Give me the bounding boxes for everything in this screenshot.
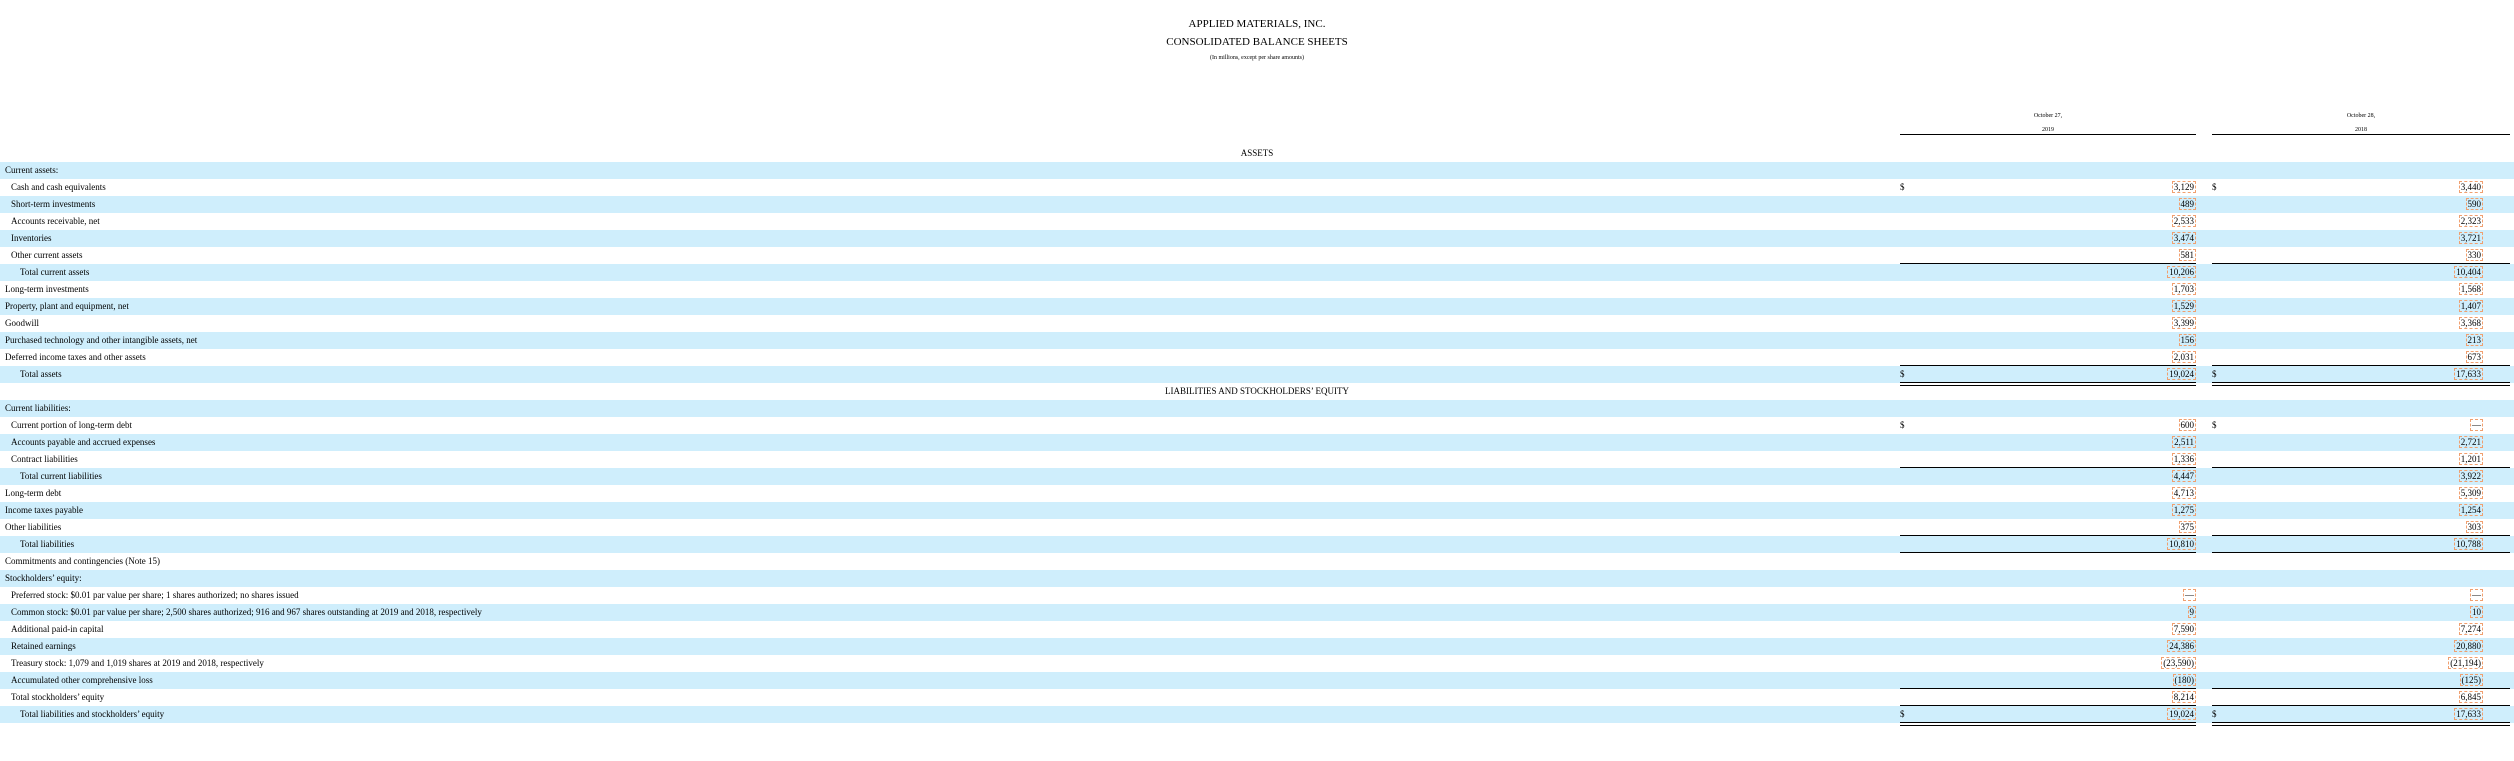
table-row	[0, 451, 2514, 468]
value-2019: 1,275	[2173, 505, 2194, 515]
column-date: October 27,	[2033, 113, 2063, 119]
row-label: Total assets	[20, 369, 62, 379]
table-row	[0, 400, 2514, 417]
table-row	[0, 366, 2514, 383]
table-row	[0, 519, 2514, 536]
value-2018: 1,568	[2460, 284, 2481, 294]
row-label: Current assets:	[5, 165, 59, 175]
row-label: Total current assets	[20, 267, 90, 277]
row-label: Treasury stock: 1,079 and 1,019 shares at 2019 and 2018, respectively	[11, 658, 264, 668]
value-2019: 2,511	[2174, 437, 2194, 447]
table-row	[0, 196, 2514, 213]
value-2018: 303	[2467, 522, 2481, 532]
row-label: Income taxes payable	[5, 505, 83, 515]
column-date: October 28,	[2346, 113, 2376, 119]
currency-symbol: $	[1900, 369, 1905, 379]
value-2018: (125)	[2461, 675, 2481, 685]
value-2019: 7,590	[2173, 624, 2194, 634]
value-2018: 2,721	[2460, 437, 2481, 447]
row-label: Total stockholders’ equity	[11, 692, 105, 702]
currency-symbol: $	[1900, 709, 1905, 719]
balance-sheet-table	[0, 145, 2514, 723]
row-label: Preferred stock: $0.01 par value per share; 1 shares authorized; no shares issued	[11, 590, 299, 600]
row-label: Total current liabilities	[20, 471, 102, 481]
value-2019: (23,590)	[2163, 658, 2194, 668]
table-row	[0, 502, 2514, 519]
table-row	[0, 536, 2514, 553]
row-label: Retained earnings	[11, 641, 76, 651]
table-row	[0, 264, 2514, 281]
statement-subtitle: (In millions, except per share amounts)	[1210, 55, 1304, 61]
value-2019: 3,474	[2173, 233, 2194, 243]
value-2019: 2,031	[2173, 352, 2194, 362]
row-label: Total liabilities	[20, 539, 75, 549]
table-row	[0, 468, 2514, 485]
row-label: Stockholders’ equity:	[5, 573, 82, 583]
value-2019: 1,336	[2173, 454, 2194, 464]
currency-symbol: $	[2212, 420, 2217, 430]
table-row	[0, 587, 2514, 604]
table-row	[0, 179, 2514, 196]
value-2018: 3,440	[2460, 182, 2481, 192]
column-year: 2019	[2042, 127, 2054, 133]
currency-symbol: $	[2212, 709, 2217, 719]
value-2019: 156	[2180, 335, 2194, 345]
row-label: Purchased technology and other intangible assets, net	[5, 335, 198, 345]
value-2019: —	[2185, 590, 2194, 600]
currency-symbol: $	[2212, 369, 2217, 379]
value-2018: 3,368	[2460, 318, 2481, 328]
table-row	[0, 638, 2514, 655]
value-2018: 17,633	[2456, 709, 2481, 719]
value-2019: 10,810	[2169, 539, 2194, 549]
column-header-2019	[1900, 112, 2196, 134]
value-2018: —	[2472, 590, 2481, 600]
row-label: Goodwill	[5, 318, 40, 328]
value-2018: 10,404	[2456, 267, 2481, 277]
value-2019: 600	[2180, 420, 2194, 430]
table-row	[0, 604, 2514, 621]
value-2018: 7,274	[2460, 624, 2481, 634]
value-2018: 10	[2472, 607, 2481, 617]
table-row	[0, 553, 2514, 570]
table-row	[0, 570, 2514, 587]
company-name: APPLIED MATERIALS, INC.	[1188, 18, 1326, 30]
row-label: Accounts payable and accrued expenses	[11, 437, 156, 447]
table-row	[0, 655, 2514, 672]
table-row	[0, 281, 2514, 298]
value-2019: 24,386	[2169, 641, 2194, 651]
value-2018: 1,201	[2460, 454, 2481, 464]
value-2018: 1,407	[2460, 301, 2481, 311]
value-2019: 2,533	[2173, 216, 2194, 226]
value-2018: 590	[2467, 199, 2481, 209]
value-2019: (180)	[2174, 675, 2194, 685]
value-2018: 6,845	[2460, 692, 2481, 702]
table-row	[0, 706, 2514, 723]
value-2019: 9	[2189, 607, 2194, 617]
row-label: Cash and cash equivalents	[11, 182, 106, 192]
value-2018: 17,633	[2456, 369, 2481, 379]
column-header-2018	[2212, 112, 2510, 134]
table-row	[0, 247, 2514, 264]
row-label: Total liabilities and stockholders’ equity	[20, 709, 165, 719]
value-2019: 1,529	[2173, 301, 2194, 311]
currency-symbol: $	[1900, 420, 1905, 430]
table-row	[0, 434, 2514, 451]
row-label: Long-term debt	[5, 488, 62, 498]
currency-symbol: $	[1900, 182, 1905, 192]
value-2018: —	[2472, 420, 2481, 430]
value-2019: 3,399	[2173, 318, 2194, 328]
row-label: Accumulated other comprehensive loss	[11, 675, 153, 685]
value-2019: 375	[2180, 522, 2194, 532]
section-heading: ASSETS	[1240, 148, 1274, 158]
column-year: 2018	[2355, 127, 2367, 133]
section-heading-row	[0, 383, 2514, 400]
double-underline	[2212, 722, 2510, 726]
row-label: Deferred income taxes and other assets	[5, 352, 146, 362]
value-2018: (21,194)	[2450, 658, 2481, 668]
table-row	[0, 349, 2514, 366]
table-row	[0, 230, 2514, 247]
row-label: Current portion of long-term debt	[11, 420, 132, 430]
value-2019: 8,214	[2173, 692, 2194, 702]
value-2019: 19,024	[2169, 369, 2194, 379]
value-2018: 20,880	[2456, 641, 2481, 651]
value-2018: 5,309	[2460, 488, 2481, 498]
row-label: Commitments and contingencies (Note 15)	[5, 556, 160, 566]
value-2018: 2,323	[2460, 216, 2481, 226]
value-2018: 3,922	[2460, 471, 2481, 481]
value-2019: 4,713	[2173, 488, 2194, 498]
table-row	[0, 332, 2514, 349]
row-label: Common stock: $0.01 par value per share; 2,500 shares authorized; 916 and 967 shares outstanding at 2019 and 2018, respectively	[11, 607, 482, 617]
table-row	[0, 672, 2514, 689]
value-2018: 330	[2467, 250, 2481, 260]
value-2019: 3,129	[2173, 182, 2194, 192]
table-row	[0, 315, 2514, 332]
value-2018: 673	[2467, 352, 2481, 362]
table-row	[0, 162, 2514, 179]
value-2019: 581	[2180, 250, 2194, 260]
row-label: Short-term investments	[11, 199, 96, 209]
row-label: Other current assets	[11, 250, 83, 260]
row-label: Accounts receivable, net	[11, 216, 100, 226]
row-label: Other liabilities	[5, 522, 62, 532]
double-underline	[1900, 722, 2196, 726]
value-2019: 489	[2180, 199, 2194, 209]
table-row	[0, 213, 2514, 230]
section-heading-row	[0, 145, 2514, 162]
table-row	[0, 621, 2514, 638]
row-label: Contract liabilities	[11, 454, 78, 464]
value-2019: 10,206	[2169, 267, 2194, 277]
table-row	[0, 689, 2514, 706]
value-2019: 19,024	[2169, 709, 2194, 719]
row-label: Inventories	[11, 233, 52, 243]
value-2019: 1,703	[2173, 284, 2194, 294]
row-label: Current liabilities:	[5, 403, 71, 413]
section-heading: LIABILITIES AND STOCKHOLDERS’ EQUITY	[1165, 386, 1349, 396]
row-label: Long-term investments	[5, 284, 89, 294]
row-label: Property, plant and equipment, net	[5, 301, 129, 311]
currency-symbol: $	[2212, 182, 2217, 192]
value-2018: 213	[2467, 335, 2481, 345]
table-row	[0, 485, 2514, 502]
table-row	[0, 417, 2514, 434]
value-2018: 3,721	[2460, 233, 2481, 243]
value-2019: 4,447	[2173, 471, 2194, 481]
statement-title: CONSOLIDATED BALANCE SHEETS	[1166, 36, 1348, 48]
row-label: Additional paid-in capital	[11, 624, 104, 634]
value-2018: 10,788	[2456, 539, 2481, 549]
table-row	[0, 298, 2514, 315]
value-2018: 1,254	[2460, 505, 2481, 515]
